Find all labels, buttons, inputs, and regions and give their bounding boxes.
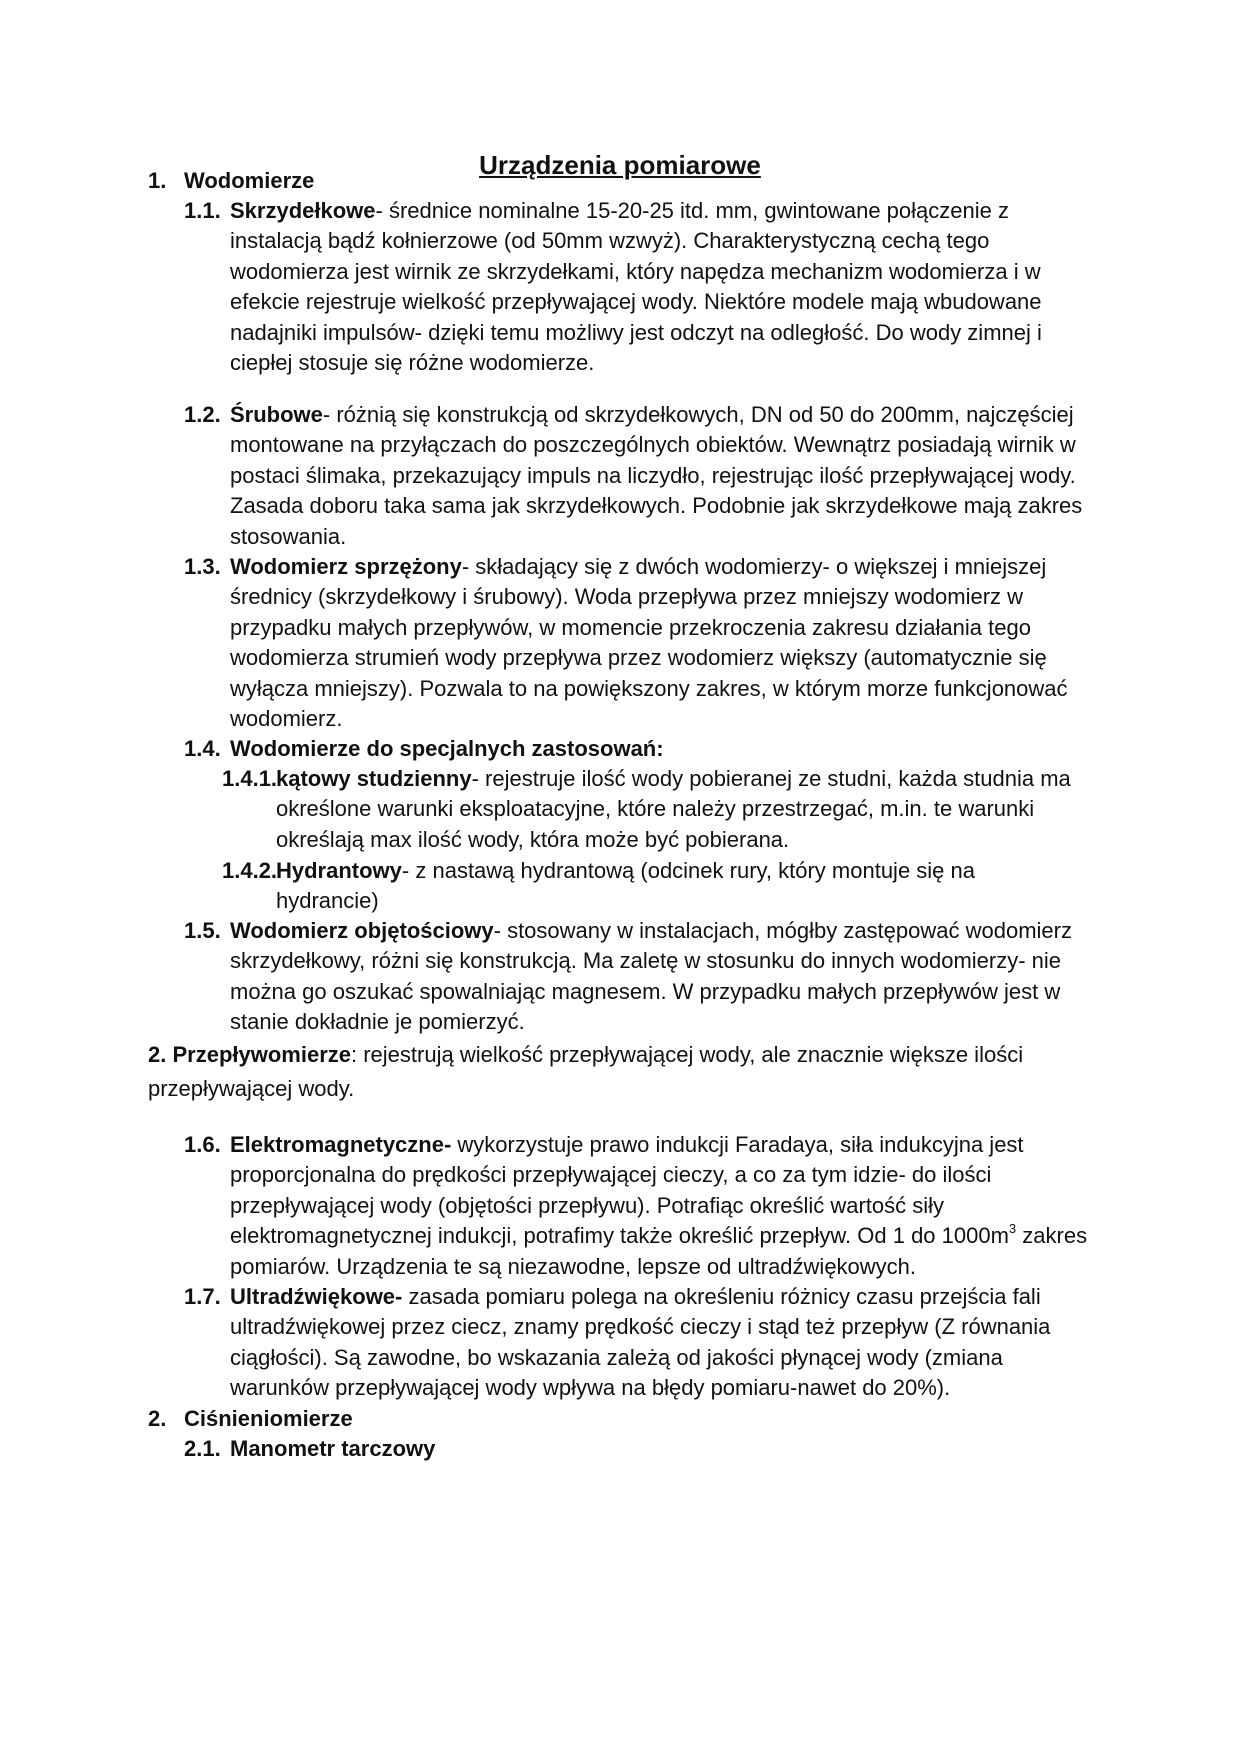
paragraph-ultradzwiekowe xyxy=(230,1282,1092,1404)
paragraph-elektromagnetyczne xyxy=(230,1130,1092,1282)
section-number: 1. xyxy=(148,168,167,193)
description: - z nastawą hydrantową (odcinek rury, który montuje się na hydrancie) xyxy=(276,858,975,914)
description: wykorzystuje prawo indukcji Faradaya, siła indukcyjna jest proporcjonalna do prędkości przepływającej cieczy, a co za tym idzie- do ilości przepływającej wody (objętości przepływu). Potrafiąc określić wartość siły elektromagnetycznej indukcji, potrafimy także określić przepływ. Od 1 do 1000m xyxy=(230,1132,1024,1249)
paragraph-przeplywomierze xyxy=(148,1038,1092,1106)
description: - składający się z dwóch wodomierzy- o większej i mniejszej średnicy (skrzydełkowy i śrubowy). Woda przepływa przez mniejszy wodomierz w przypadku małych przepływów, w momencie przekroczenia zakresu działania tego wodomierza strumień wody przepływa przez wodomierz większy (automatycznie się wyłącza mniejszy). Pozwala to na powiększony zakres, w którym morze funkcjonować wodomierz. xyxy=(230,554,1068,732)
subsection-number: 1.3. xyxy=(184,554,221,579)
paragraph-srubowe xyxy=(230,400,1092,552)
term: Śrubowe xyxy=(230,402,323,427)
description: - rejestruje ilość wody pobieranej ze studni, każda studnia ma określone warunki eksploatacyjne, które należy przestrzegać, m.in. te warunki określają max ilość wody, która może być pobierana. xyxy=(276,766,1071,852)
term: Skrzydełkowe xyxy=(230,198,376,223)
subsubsection-number: 1.4.2. xyxy=(222,858,278,883)
subsection-number: 1.7. xyxy=(184,1284,221,1309)
term: Przepływomierze xyxy=(172,1042,351,1067)
document-title: Urządzenia pomiarowe xyxy=(479,150,761,180)
paragraph-skrzydelkowe xyxy=(230,196,1092,378)
term: Wodomierz sprzężony xyxy=(230,554,462,579)
subsection-number: 1.4. xyxy=(184,736,221,761)
description-continued: zakres pomiarów. Urządzenia te są niezawodne, lepsze od ultradźwiękowych. xyxy=(230,1223,1088,1279)
description: : rejestrują wielkość przepływającej wody, ale znacznie większe ilości przepływającej wody. xyxy=(148,1042,1024,1101)
paragraph-objetosciowy xyxy=(230,916,1092,1038)
section-number: 2. xyxy=(148,1042,167,1067)
term: Hydrantowy xyxy=(276,858,402,883)
description: - różnią się konstrukcją od skrzydełkowych, DN od 50 do 200mm, najczęściej montowane na przyłączach do poszczególnych obiektów. Wewnątrz posiadają wirnik w postaci ślimaka, przekazujący impuls na liczydło, rejestrując ilość przepływającej wody. Zasada doboru taka sama jak skrzydełkowych. Podobnie jak skrzydełkowe mają zakres stosowania. xyxy=(230,402,1083,549)
subsection-number: 2.1. xyxy=(184,1436,221,1461)
description: zasada pomiaru polega na określeniu różnicy czasu przejścia fali ultradźwiękowej przez ciecz, znamy prędkość cieczy i stąd też przepływ (Z równania ciągłości). Są zawodne, bo wskazania zależą od jakości płynącej wody (zmiana warunków przepływającej wody wpływa na błędy pomiaru-nawet do 20%). xyxy=(230,1284,1051,1401)
subsection-heading-specjalne: Wodomierze do specjalnych zastosowań: xyxy=(230,736,664,761)
subsection-number: 1.6. xyxy=(184,1132,221,1157)
subsection-heading-manometr: Manometr tarczowy xyxy=(230,1436,436,1461)
section-number: 2. xyxy=(148,1406,167,1431)
paragraph-sprzezony xyxy=(230,552,1092,734)
subsection-number: 1.2. xyxy=(184,402,221,427)
subsection-number: 1.5. xyxy=(184,918,221,943)
subsection-number: 1.1. xyxy=(184,198,221,223)
term: Wodomierz objętościowy xyxy=(230,918,494,943)
paragraph-katowy-studzienny xyxy=(276,764,1076,855)
superscript: 3 xyxy=(1008,1221,1017,1237)
section-heading-cisnieniomierze: Ciśnieniomierze xyxy=(184,1406,353,1431)
section-heading-wodomierze: Wodomierze xyxy=(184,168,315,193)
description: - średnice nominalne 15-20-25 itd. mm, gwintowane połączenie z instalacją bądź kołnierzowe (od 50mm wzwyż). Charakterystyczną cechą tego wodomierza jest wirnik ze skrzydełkami, który napędza mechanizm wodomierza i w efekcie rejestruje wielkość przepływającej wody. Niektóre modele mają wbudowane nadajniki impulsów- dzięki temu możliwy jest odczyt na odległość. Do wody zimnej i ciepłej stosuje się różne wodomierze. xyxy=(230,198,1042,376)
subsubsection-number: 1.4.1. xyxy=(222,766,278,791)
term: Elektromagnetyczne- xyxy=(230,1132,452,1157)
term: Ultradźwiękowe- xyxy=(230,1284,403,1309)
description: - stosowany w instalacjach, mógłby zastępować wodomierz skrzydełkowy, różni się konstrukcją. Ma zaletę w stosunku do innych wodomierzy- nie można go oszukać spowalniając magnesem. W przypadku małych przepływów jest w stanie dokładnie je pomierzyć. xyxy=(230,918,1072,1035)
paragraph-hydrantowy xyxy=(276,856,1076,917)
term: kątowy studzienny xyxy=(276,766,472,791)
